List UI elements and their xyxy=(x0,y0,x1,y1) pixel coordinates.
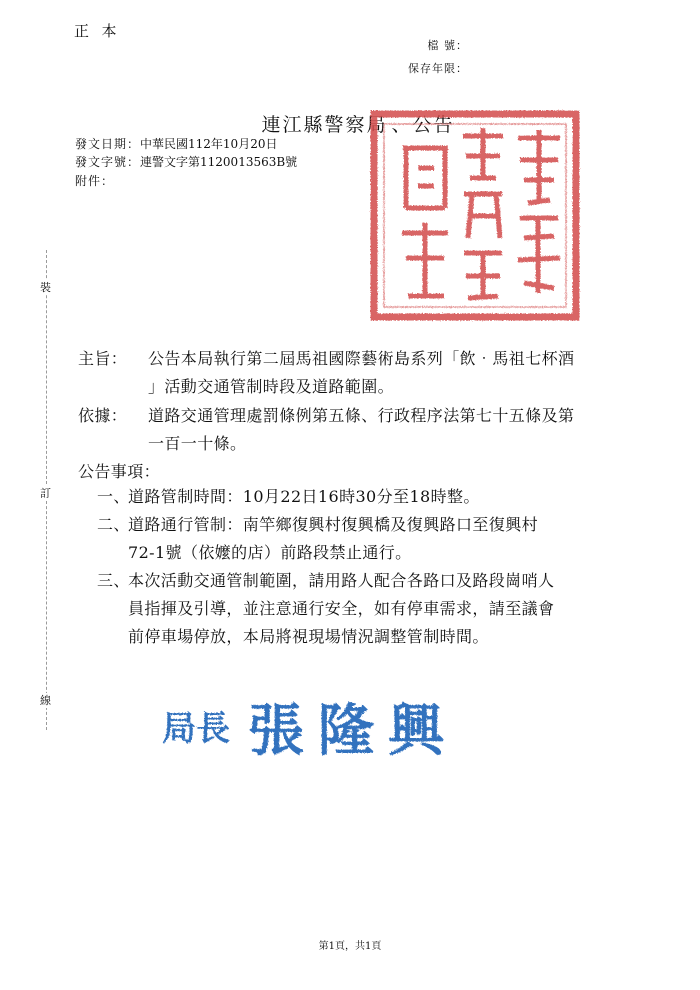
issue-number-row xyxy=(75,153,297,170)
item-3-line-2: 員指揮及引導，並注意通行安全，如有停車需求，請至議會 xyxy=(128,599,555,618)
subject-line-2: 」活動交通管制時段及道路範圍。 xyxy=(148,377,395,396)
binding-char-zhuang: 裝 xyxy=(40,281,51,294)
item-2-number: 二、 xyxy=(97,515,130,534)
item-1-line-1: 道路管制時間：10月22日16時30分至18時整。 xyxy=(128,487,480,506)
announcement-items-label: 公告事項： xyxy=(78,462,161,481)
title-mark: 、 xyxy=(391,114,413,136)
copy-label: 正 本 xyxy=(74,22,118,40)
page-number: 第1頁，共1頁 xyxy=(318,941,382,952)
item-3-number: 三、 xyxy=(97,571,130,590)
issue-date-row xyxy=(75,135,277,152)
file-number-label: 檔 號： xyxy=(427,39,468,52)
binding-char-ding: 訂 xyxy=(40,487,51,500)
basis-line-1: 道路交通管理處罰條例第五條、行政程序法第七十五條及第 xyxy=(148,406,575,425)
item-2-line-1: 道路通行管制：南竿鄉復興村復興橋及復興路口至復興村 xyxy=(128,515,539,534)
issue-number-value: 連警文字第1120013563B號 xyxy=(140,155,298,169)
signature-name: 張隆興 xyxy=(248,698,458,764)
basis-label: 依據： xyxy=(78,406,128,425)
document-title xyxy=(0,88,700,137)
director-signature-stamp xyxy=(150,680,480,770)
issue-date-value: 中華民國112年10月20日 xyxy=(140,137,278,151)
attachment-label: 附件： xyxy=(75,174,115,188)
issue-date-label: 發文日期： xyxy=(75,137,141,151)
title-organization: 連江縣警察局 xyxy=(261,114,388,136)
subject-label: 主旨： xyxy=(78,349,128,368)
subject-line-1: 公告本局執行第二屆馬祖國際藝術島系列「飲‧馬祖七杯酒 xyxy=(148,349,575,368)
issue-number-label: 發文字號： xyxy=(75,155,141,169)
attachment-row xyxy=(75,172,114,189)
binding-char-xian: 線 xyxy=(40,694,51,707)
official-seal-stamp xyxy=(368,108,582,323)
basis-line-2: 一百一十條。 xyxy=(148,434,247,453)
item-3-line-1: 本次活動交通管制範圍，請用路人配合各路口及路段崗哨人 xyxy=(128,571,555,590)
signature-title: 局長 xyxy=(162,709,230,749)
item-1-number: 一、 xyxy=(97,487,130,506)
retention-period-label: 保存年限： xyxy=(408,62,468,75)
item-2-line-2: 72-1號（依嬤的店）前路段禁止通行。 xyxy=(128,543,412,562)
item-3-line-3: 前停車場停放，本局將視現場情況調整管制時間。 xyxy=(128,627,489,646)
title-kind: 公告 xyxy=(412,114,455,136)
